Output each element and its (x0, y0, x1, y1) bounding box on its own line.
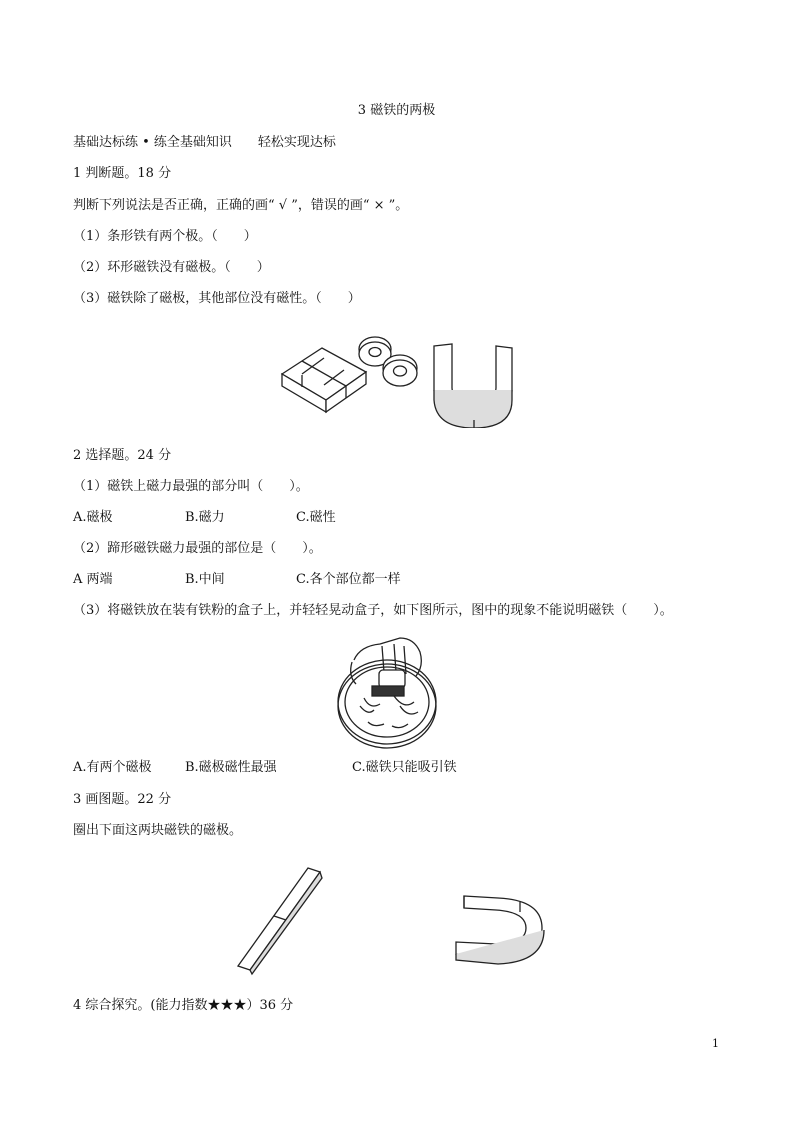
section1-heading: 1 判断题。18 分 (73, 166, 172, 181)
q3-option-b: B.磁极磁性最强 (185, 760, 277, 775)
choice-q1: （1）磁铁上磁力最强的部分叫（ ）。 (73, 479, 309, 494)
iron-filings-dish-figure (334, 632, 444, 750)
magnets-figure-1 (278, 328, 518, 428)
section2-heading: 2 选择题。24 分 (73, 448, 172, 463)
choice-q3: （3）将磁铁放在装有铁粉的盒子上，并轻轻晃动盒子，如下图所示，图中的现象不能说明磁铁（ ）。 (73, 603, 673, 618)
q2-option-b: B.中间 (185, 572, 225, 587)
q3-option-c: C.磁铁只能吸引铁 (352, 760, 457, 775)
judge-item-2: （2）环形磁铁没有磁极。（ ） (73, 260, 270, 275)
section3-instruction: 圈出下面这两块磁铁的磁极。 (73, 823, 243, 838)
choice-q2: （2）蹄形磁铁磁力最强的部位是（ ）。 (73, 541, 322, 556)
page-title: 3 磁铁的两极 (357, 103, 436, 118)
subtitle: 基础达标练 • 练全基础知识 轻松实现达标 (73, 135, 336, 150)
section3-heading: 3 画图题。22 分 (73, 792, 172, 807)
q1-option-c: C.磁性 (296, 510, 336, 525)
judge-item-1: （1）条形铁有两个极。（ ） (73, 229, 257, 244)
q1-option-a: A.磁极 (73, 510, 113, 525)
q3-option-a: A.有两个磁极 (73, 760, 152, 775)
section1-instruction: 判断下列说法是否正确，正确的画“ √ ”，错误的画“ × ”。 (73, 198, 409, 213)
horseshoe-magnet-figure (450, 890, 550, 970)
q1-option-b: B.磁力 (185, 510, 225, 525)
judge-item-3: （3）磁铁除了磁极，其他部位没有磁性。（ ） (73, 291, 361, 306)
page-number: 1 (712, 1037, 719, 1050)
bar-magnet-figure (234, 862, 328, 976)
q2-option-a: A 两端 (73, 572, 113, 587)
section4-heading: 4 综合探究。(能力指数★★★）36 分 (73, 998, 294, 1013)
q2-option-c: C.各个部位都一样 (296, 572, 401, 587)
